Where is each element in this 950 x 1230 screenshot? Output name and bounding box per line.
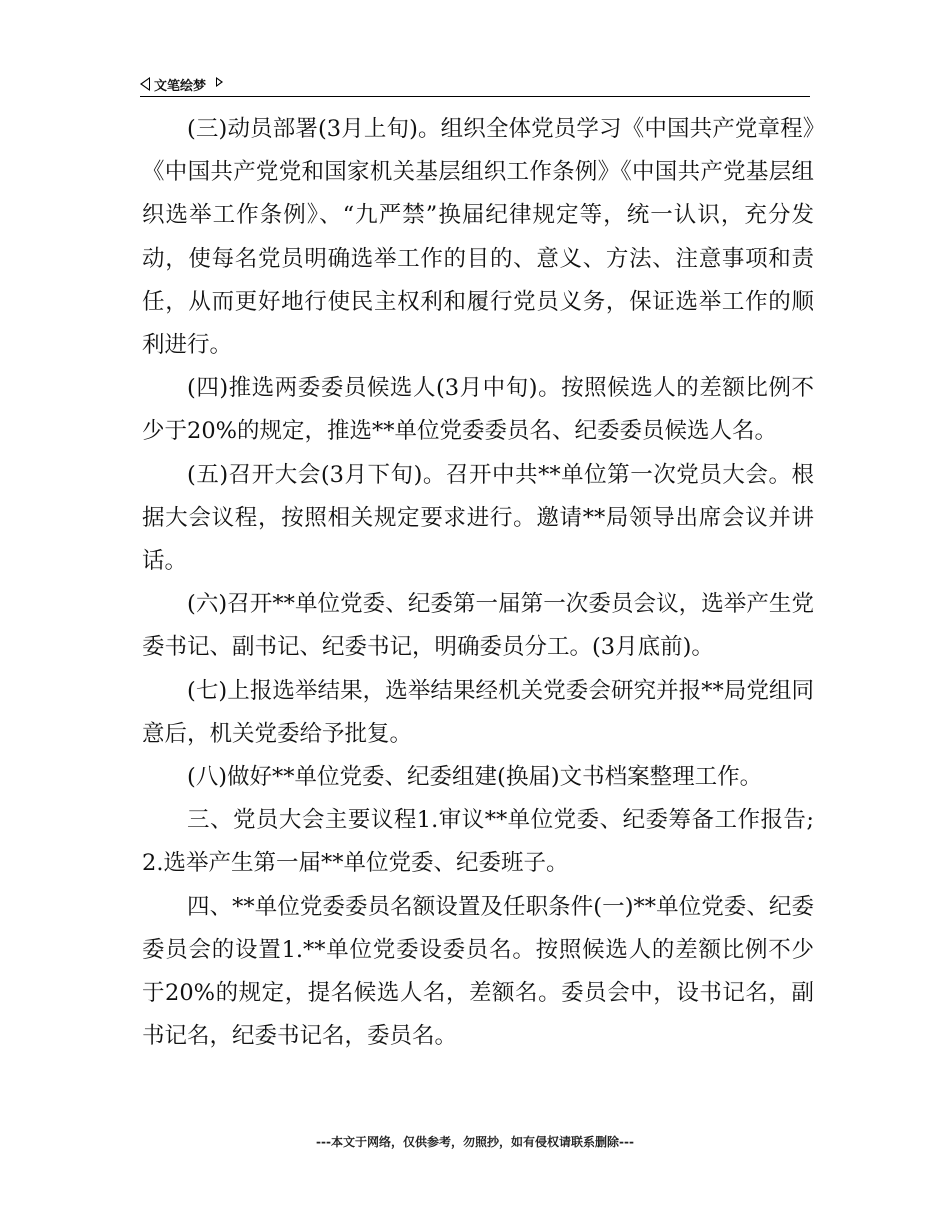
page-header: [140, 72, 810, 97]
paragraph-meeting-agenda: 三、党员大会主要议程1.审议**单位党委、纪委筹备工作报告;2.选举产生第一届**单位党委、纪委班子。: [142, 807, 814, 877]
page-footer-disclaimer: ---本文于网络，仅供参考，勿照抄，如有侵权请联系删除---: [316, 1135, 634, 1149]
paragraph-committee-setup: 四、**单位党委委员名额设置及任职条件(一)**单位党委、纪委委员会的设置1.**单位党委设委员名。按照候选人的差额比例不少于20%的规定，提名候选人名，差额名。委员会中，设书记名，副书记名，纪委书记名，委员名。: [142, 893, 814, 1050]
triangle-right-icon: [216, 77, 223, 87]
triangle-left-icon: [140, 77, 150, 91]
paragraph-candidate-nomination: (四)推选两委委员候选人(3月中旬)。按照候选人的差额比例不少于20%的规定，推选**单位党委委员名、纪委委员候选人名。: [142, 375, 814, 445]
paragraph-general-meeting: (五)召开大会(3月下旬)。召开中共**单位第一次党员大会。根据大会议程，按照相关规定要求进行。邀请**局领导出席会议并讲话。: [142, 461, 814, 575]
document-body: [142, 108, 814, 1058]
paragraph-first-committee-meeting: (六)召开**单位党委、纪委第一届第一次委员会议，选举产生党委书记、副书记、纪委书记，明确委员分工。(3月底前)。: [142, 591, 814, 661]
paragraph-archive-work: (八)做好**单位党委、纪委组建(换届)文书档案整理工作。: [187, 764, 763, 791]
paragraph-mobilization: (三)动员部署(3月上旬)。组织全体党员学习《中国共产党章程》《中国共产党党和国家机关基层组织工作条例》《中国共产党基层组织选举工作条例》、“九严禁”换届纪律规定等，统一认识，充分发动，使每名党员明确选举工作的目的、意义、方法、注意事项和责任，从而更好地行使民主权利和履行党员义务，保证选举工作的顺利进行。: [142, 116, 814, 359]
paragraph-report-results: (七)上报选举结果，选举结果经机关党委会研究并报**局党组同意后，机关党委给予批复。: [142, 677, 814, 747]
header-title: 文笔绘梦: [154, 78, 207, 94]
